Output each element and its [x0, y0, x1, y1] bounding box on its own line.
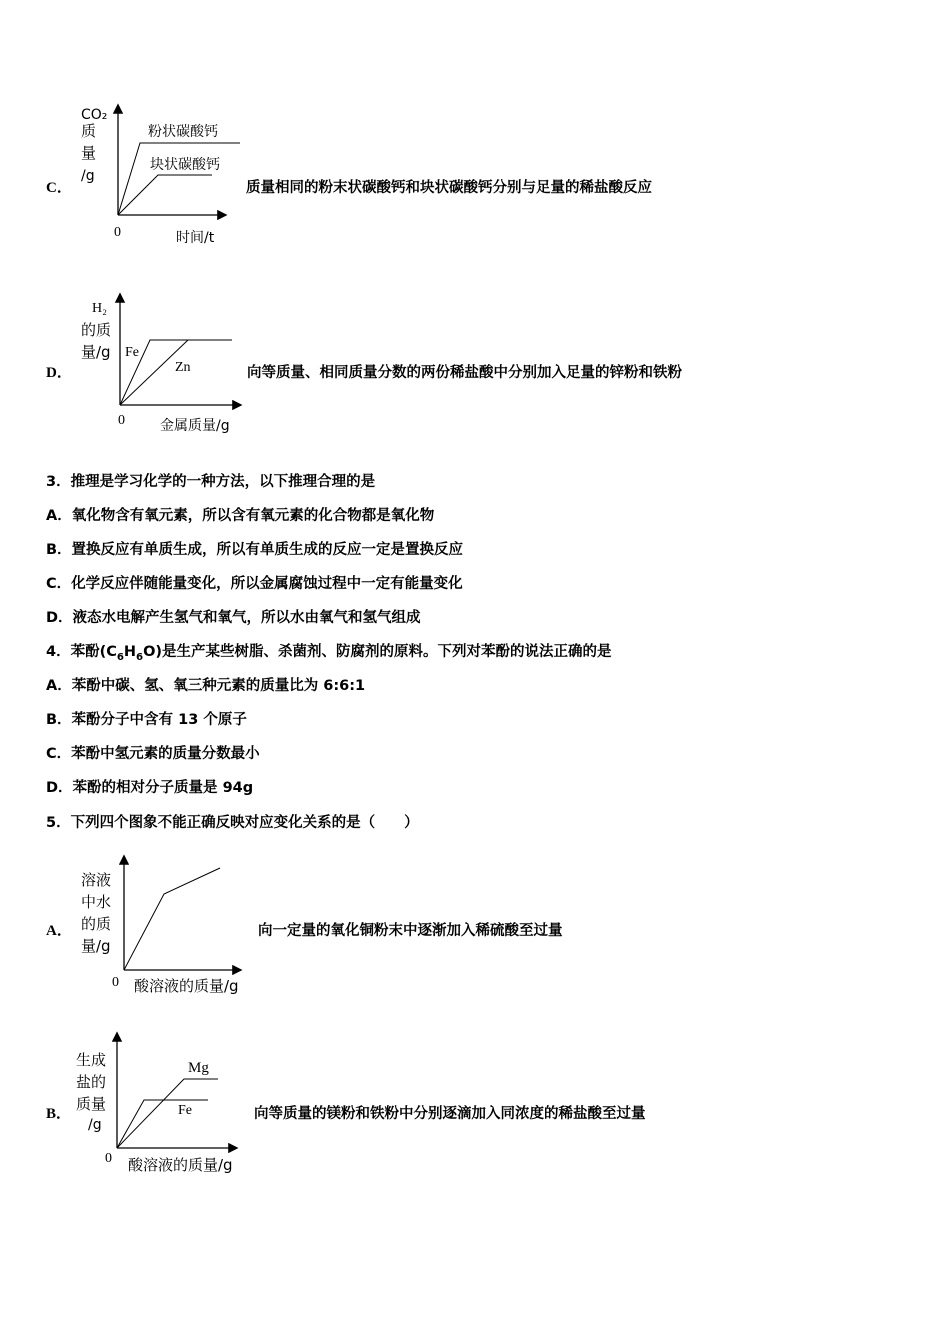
q3-option-d: D．液态水电解产生氢气和氧气，所以水由氧气和氢气组成: [46, 610, 421, 626]
graph-c-origin: 0: [114, 225, 121, 240]
graph-d-x-label: 金属质量/g: [160, 418, 230, 434]
graph-c-y-label-3: 量: [81, 144, 97, 162]
q4-stem-mid: H: [123, 644, 137, 660]
q5-option-a-letter: A．: [46, 923, 72, 939]
q4-option-b: B．苯酚分子中含有 13 个原子: [46, 712, 247, 728]
q4-option-c: C．苯酚中氢元素的质量分数最小: [46, 746, 260, 762]
graph-q5-b: [72, 1030, 257, 1180]
graph-c-x-label: 时间/t: [176, 230, 215, 246]
graph-c-series-powder: [118, 143, 240, 215]
graph-q5-a-y-label-1: 溶液: [81, 871, 112, 889]
graph-q5-a-y-label-4: 量/g: [81, 937, 111, 955]
graph-d-y-label-3: 量/g: [81, 343, 111, 361]
q3-stem: 3．推理是学习化学的一种方法，以下推理合理的是: [46, 474, 376, 490]
graph-d-series-label-fe: Fe: [125, 345, 139, 360]
q5-option-b-text: 向等质量的镁粉和铁粉中分别逐滴加入同浓度的稀盐酸至过量: [254, 1106, 646, 1122]
graph-q5-b-series-label-fe: Fe: [178, 1103, 192, 1118]
graph-q5-a-origin: 0: [112, 975, 119, 990]
graph-c: [70, 100, 255, 250]
graph-q5-b-y-label-1: 生成: [76, 1051, 107, 1069]
option-c-text: 质量相同的粉末状碳酸钙和块状碳酸钙分别与足量的稀盐酸反应: [246, 180, 652, 196]
graph-q5-a: [72, 852, 257, 1002]
graph-d-origin: 0: [118, 413, 125, 428]
graph-q5-b-origin: 0: [105, 1151, 112, 1166]
option-c-letter: C．: [46, 180, 72, 196]
q3-option-c: C．化学反应伴随能量变化，所以金属腐蚀过程中一定有能量变化: [46, 576, 463, 592]
graph-d-y-label-2: 的质: [81, 321, 112, 339]
option-d-letter: D．: [46, 365, 72, 381]
graph-q5-a-x-label: 酸溶液的质量/g: [134, 977, 239, 995]
graph-q5-b-y-label-4: /g: [88, 1117, 102, 1133]
graph-q5-a-y-label-3: 的质: [81, 915, 112, 933]
q5-option-a-text: 向一定量的氧化铜粉末中逐渐加入稀硫酸至过量: [258, 923, 563, 939]
graph-q5-b-y-label-2: 盐的: [76, 1073, 107, 1091]
q3-option-b: B．置换反应有单质生成，所以有单质生成的反应一定是置换反应: [46, 542, 464, 558]
graph-q5-a-series: [124, 868, 220, 970]
graph-q5-b-y-label-3: 质量: [76, 1095, 107, 1113]
graph-q5-b-series-fe: [117, 1100, 208, 1148]
q4-stem-prefix: 4．苯酚(C: [46, 644, 117, 660]
q4-option-a: A．苯酚中碳、氢、氧三种元素的质量比为 6:6:1: [46, 678, 366, 694]
q4-sub-1: 6: [116, 651, 124, 663]
graph-c-series-label-block: 块状碳酸钙: [150, 157, 220, 173]
q4-stem: [46, 640, 612, 663]
q4-sub-2: 6: [136, 651, 144, 663]
graph-d: [70, 290, 260, 440]
graph-d-y-label-1: H₂: [92, 301, 107, 316]
q4-stem-suffix: O)是生产某些树脂、杀菌剂、防腐剂的原料。下列对苯酚的说法正确的是: [143, 644, 612, 660]
graph-c-y-label-2: 质: [81, 122, 97, 140]
graph-c-series-block: [118, 175, 212, 215]
graph-q5-b-series-mg: [117, 1079, 218, 1148]
graph-q5-b-x-label: 酸溶液的质量/g: [128, 1156, 233, 1174]
q5-option-b-letter: B．: [46, 1106, 72, 1122]
graph-c-series-label-powder: 粉状碳酸钙: [148, 124, 218, 140]
option-d-text: 向等质量、相同质量分数的两份稀盐酸中分别加入足量的锌粉和铁粉: [247, 365, 682, 381]
graph-c-y-label-4: /g: [81, 168, 95, 184]
graph-q5-a-y-label-2: 中水: [81, 893, 112, 911]
q5-stem: 5．下列四个图象不能正确反映对应变化关系的是（ ）: [46, 815, 419, 831]
q3-option-a: A．氧化物含有氧元素，所以含有氧元素的化合物都是氧化物: [46, 508, 435, 524]
q4-option-d: D．苯酚的相对分子质量是 94g: [46, 780, 254, 796]
graph-q5-b-series-label-mg: Mg: [188, 1060, 209, 1076]
graph-d-series-label-zn: Zn: [175, 360, 191, 375]
graph-c-y-label-1: CO₂: [81, 107, 108, 123]
